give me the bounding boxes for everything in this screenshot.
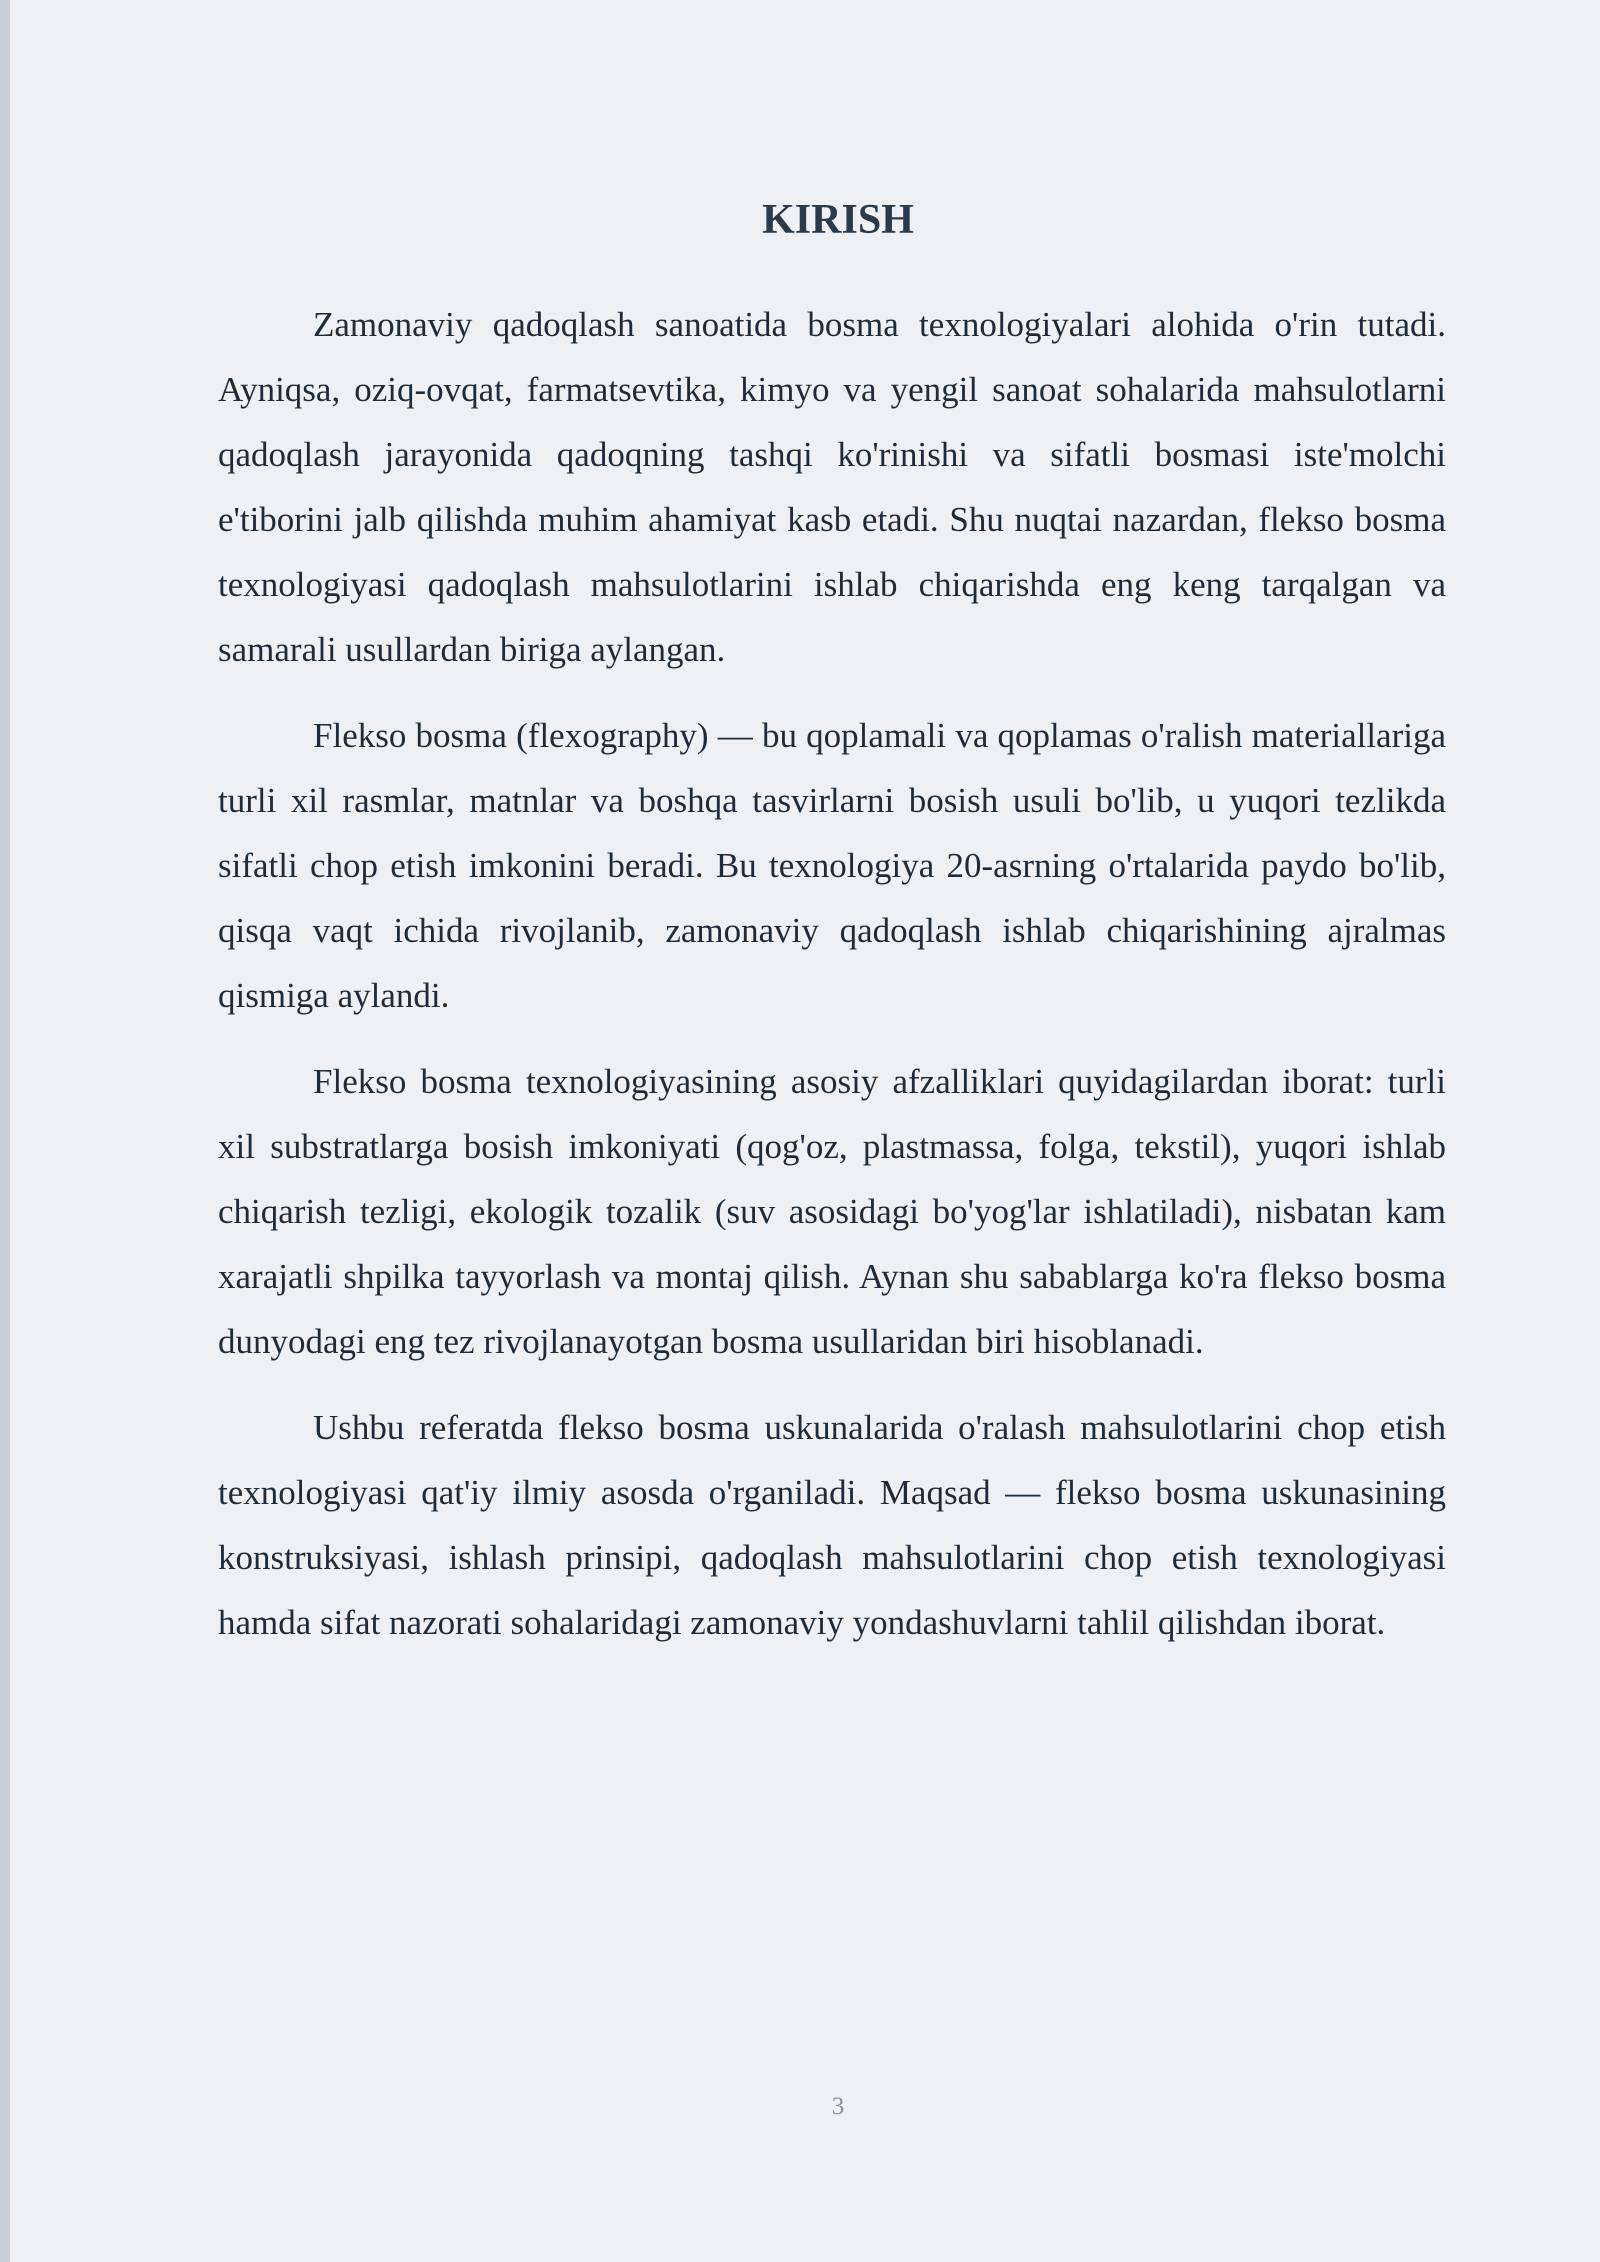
page-left-edge — [0, 0, 10, 2262]
section-title: KIRISH — [762, 197, 914, 243]
page-number: 3 — [831, 2093, 845, 2120]
paragraph-2: Flekso bosma (flexography) — bu qoplamali va qoplamas o'ralish materiallariga turli xil rasmlar, matnlar va boshqa tasvirlarni bosish usuli bo'lib, u yuqori tezlikda sifatli chop etish imkonini beradi. Bu texnologiya 20-asrning o'rtalarida paydo bo'lib, qisqa vaqt ichida rivojlanib, zamonaviy qadoqlash ishlab chiqarishining ajralmas qismiga aylandi. — [218, 716, 1446, 1015]
paragraph-1: Zamonaviy qadoqlash sanoatida bosma texnologiyalari alohida o'rin tutadi. Ayniqsa, oziq-ovqat, farmatsevtika, kimyo va yengil sanoat sohalarida mahsulotlarni qadoqlash jarayonida qadoqning tashqi ko'rinishi va sifatli bosmasi iste'molchi e'tiborini jalb qilishda muhim ahamiyat kasb etadi. Shu nuqtai nazardan, flekso bosma texnologiyasi qadoqlash mahsulotlarini ishlab chiqarishda eng keng tarqalgan va samarali usullardan biriga aylangan. — [218, 305, 1446, 669]
body-text — [218, 292, 1446, 1676]
paragraph-3: Flekso bosma texnologiyasining asosiy afzalliklari quyidagilardan iborat: turli xil substratlarga bosish imkoniyati (qog'oz, plastmassa, folga, tekstil), yuqori ishlab chiqarish tezligi, ekologik tozalik (suv asosidagi bo'yog'lar ishlatiladi), nisbatan kam xarajatli shpilka tayyorlash va montaj qilish. Aynan shu sabablarga ko'ra flekso bosma dunyodagi eng tez rivojlanayotgan bosma usullaridan biri hisoblanadi. — [218, 1062, 1446, 1361]
paragraph-4: Ushbu referatda flekso bosma uskunalarida o'ralash mahsulotlarini chop etish texnologiyasi qat'iy ilmiy asosda o'rganiladi. Maqsad — flekso bosma uskunasining konstruksiyasi, ishlash prinsipi, qadoqlash mahsulotlarini chop etish texnologiyasi hamda sifat nazorati sohalaridagi zamonaviy yondashuvlarni tahlil qilishdan iborat. — [218, 1408, 1446, 1642]
